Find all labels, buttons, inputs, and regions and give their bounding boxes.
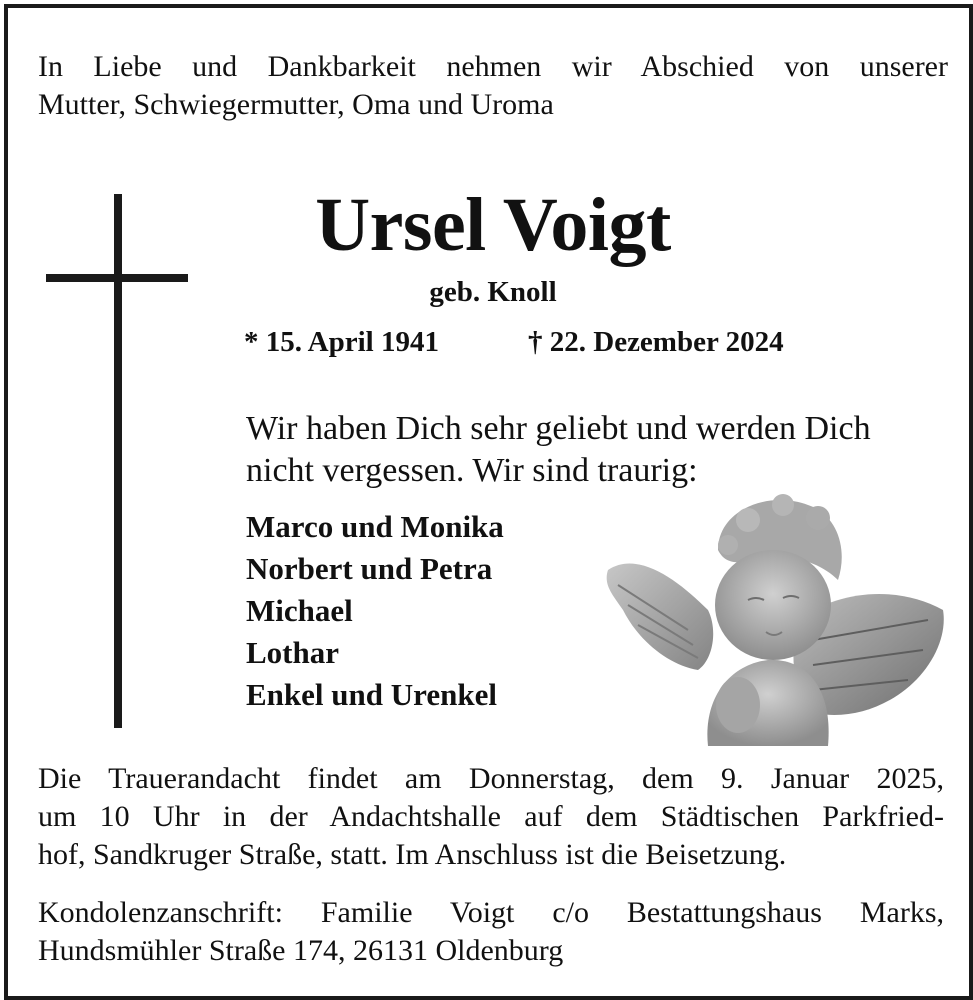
condolence-address [38,894,944,970]
obituary-notice [4,4,973,1000]
life-dates [244,324,864,360]
angel-icon [598,490,948,746]
mourners-list [246,506,504,716]
service-line: hof, Sandkruger Straße, statt. Im Anschluss ist die Beisetzung. [38,838,787,871]
born-name: geb. Knoll [429,276,557,308]
birth-date: * 15. April 1941 [244,326,439,358]
mourner-name: Enkel und Urenkel [246,677,497,712]
intro-text [38,48,948,124]
deceased-name: Ursel Voigt [315,183,671,267]
message-line: nicht vergessen. Wir sind traurig: [246,452,698,489]
service-info [38,760,944,874]
mourner-name: Lothar [246,635,339,670]
cross-icon-bar [46,274,188,282]
service-line: um 10 Uhr in der Andachtshalle auf dem Städtischen Parkfried- [38,800,944,833]
service-line: Die Trauerandacht findet am Donnerstag, dem 9. Januar 2025, [38,762,944,795]
address-line: Hundsmühler Straße 174, 26131 Oldenburg [38,934,564,967]
death-date: † 22. Dezember 2024 [528,326,784,358]
message-line: Wir haben Dich sehr geliebt und werden Dich [246,410,871,447]
mourner-name: Michael [246,593,353,628]
mourner-name: Marco und Monika [246,509,504,544]
mourner-name: Norbert und Petra [246,551,493,586]
address-line: Kondolenzanschrift: Familie Voigt c/o Bestattungshaus Marks, [38,896,944,929]
intro-line: Mutter, Schwiegermutter, Oma und Uroma [38,88,554,121]
farewell-message [246,408,946,492]
intro-line: In Liebe und Dankbarkeit nehmen wir Abschied von unserer [38,50,948,83]
